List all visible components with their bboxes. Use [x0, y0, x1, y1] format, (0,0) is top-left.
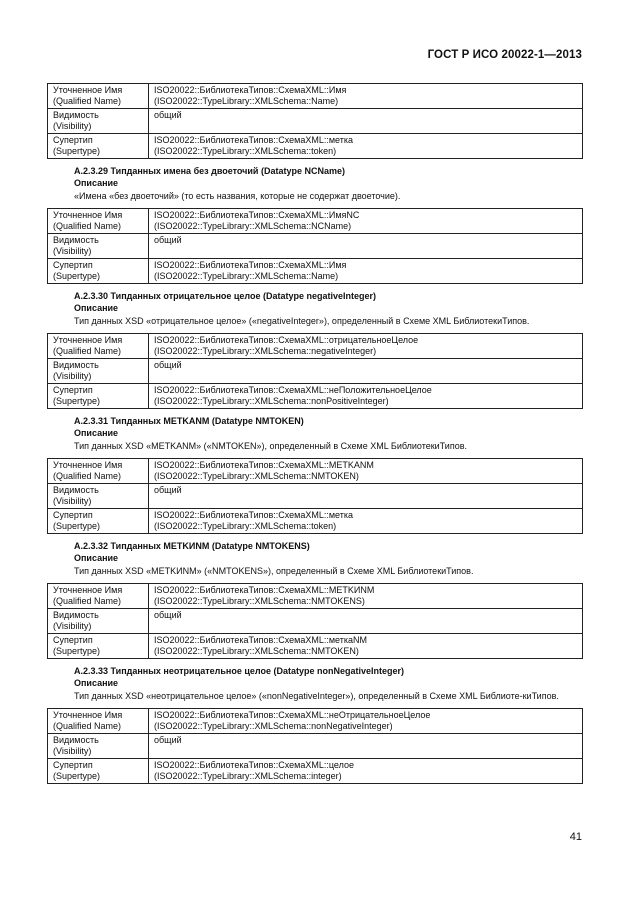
- label-cell: Видимость (Visibility): [48, 109, 149, 134]
- table-row: [48, 484, 583, 509]
- table-row: [48, 234, 583, 259]
- value-cell: ISO20022::БиблиотекаТипов::СхемаXML::меткаNM (ISO20022::TypeLibrary::XMLSchema::NMTOKEN): [149, 634, 583, 659]
- description-heading: Описание: [74, 178, 119, 188]
- description-heading: Описание: [74, 303, 119, 313]
- description-text: «Имена «без двоеточий» (то есть названия, которые не содержат двоеточие).: [74, 191, 401, 201]
- value-cell: ISO20022::БиблиотекаТипов::СхемаXML::неОтрицательноеЦелое (ISO20022::TypeLibrary::XMLSchema::nonNegativeInteger): [149, 709, 583, 734]
- section-title: A.2.3.31 Типданных METKANM (Datatype NMTOKEN): [74, 416, 304, 426]
- description-text: Тип данных XSD «неотрицательное целое» («nonNegativeInteger»), определенный в Схеме XML Библиоте-киТипов.: [74, 691, 559, 701]
- value-cell: ISO20022::БиблиотекаТипов::СхемаXML::Имя (ISO20022::TypeLibrary::XMLSchema::Name): [149, 259, 583, 284]
- table-row: [48, 609, 583, 634]
- label-cell: Супертип (Supertype): [48, 759, 149, 784]
- value-cell: ISO20022::БиблиотекаТипов::СхемаXML::ИмяNC (ISO20022::TypeLibrary::XMLSchema::NCName): [149, 209, 583, 234]
- value-cell: ISO20022::БиблиотекаТипов::СхемаXML::METKИNM (ISO20022::TypeLibrary::XMLSchema::NMTOKENS): [149, 584, 583, 609]
- value-cell: общий: [149, 109, 583, 134]
- property-table: [47, 208, 583, 284]
- section-title: A.2.3.33 Типданных неотрицательное целое (Datatype nonNegativeInteger): [74, 666, 404, 676]
- section-title: A.2.3.32 Типданных METKИNM (Datatype NMTOKENS): [74, 541, 310, 551]
- label-cell: Уточненное Имя (Qualified Name): [48, 209, 149, 234]
- label-cell: Видимость (Visibility): [48, 609, 149, 634]
- table-row: [48, 734, 583, 759]
- label-cell: Уточненное Имя (Qualified Name): [48, 584, 149, 609]
- table-row: [48, 509, 583, 534]
- value-cell: ISO20022::БиблиотекаТипов::СхемаXML::Имя (ISO20022::TypeLibrary::XMLSchema::Name): [149, 84, 583, 109]
- label-cell: Супертип (Supertype): [48, 509, 149, 534]
- value-cell: общий: [149, 609, 583, 634]
- page-content: [47, 83, 583, 784]
- value-cell: ISO20022::БиблиотекаТипов::СхемаXML::отрицательноеЦелое (ISO20022::TypeLibrary::XMLSchema::negativeInteger): [149, 334, 583, 359]
- label-cell: Видимость (Visibility): [48, 734, 149, 759]
- label-cell: Супертип (Supertype): [48, 634, 149, 659]
- value-cell: ISO20022::БиблиотекаТипов::СхемаXML::неПоложительноеЦелое (ISO20022::TypeLibrary::XMLSchema::nonPositiveInteger): [149, 384, 583, 409]
- value-cell: ISO20022::БиблиотекаТипов::СхемаXML::целое (ISO20022::TypeLibrary::XMLSchema::integer): [149, 759, 583, 784]
- label-cell: Супертип (Supertype): [48, 134, 149, 159]
- table-row: [48, 459, 583, 484]
- value-cell: общий: [149, 359, 583, 384]
- value-cell: общий: [149, 734, 583, 759]
- description-text: Тип данных XSD «отрицательное целое» («negativeInteger»), определенный в Схеме XML БиблиотекиТипов.: [74, 316, 530, 326]
- label-cell: Супертип (Supertype): [48, 384, 149, 409]
- label-cell: Уточненное Имя (Qualified Name): [48, 709, 149, 734]
- label-cell: Видимость (Visibility): [48, 234, 149, 259]
- section-title: A.2.3.29 Типданных имена без двоеточий (Datatype NCName): [74, 166, 345, 176]
- value-cell: общий: [149, 484, 583, 509]
- table-row: [48, 259, 583, 284]
- label-cell: Супертип (Supertype): [48, 259, 149, 284]
- value-cell: ISO20022::БиблиотекаТипов::СхемаXML::METKANM (ISO20022::TypeLibrary::XMLSchema::NMTOKEN): [149, 459, 583, 484]
- property-table: [47, 708, 583, 784]
- property-table: [47, 83, 583, 159]
- table-row: [48, 709, 583, 734]
- description-text: Тип данных XSD «METKANM» («NMTOKEN»), определенный в Схеме XML БиблиотекиТипов.: [74, 441, 467, 451]
- label-cell: Уточненное Имя (Qualified Name): [48, 334, 149, 359]
- label-cell: Уточненное Имя (Qualified Name): [48, 459, 149, 484]
- section-title: A.2.3.30 Типданных отрицательное целое (Datatype negativeInteger): [74, 291, 377, 301]
- table-row: [48, 634, 583, 659]
- table-row: [48, 359, 583, 384]
- description-text: Тип данных XSD «METKИNM» («NMTOKENS»), определенный в Схеме XML БиблиотекиТипов.: [74, 566, 474, 576]
- table-row: [48, 209, 583, 234]
- document-header: ГОСТ Р ИСО 20022-1—2013: [427, 49, 582, 61]
- property-table: [47, 458, 583, 534]
- table-row: [48, 759, 583, 784]
- table-row: [48, 334, 583, 359]
- label-cell: Уточненное Имя (Qualified Name): [48, 84, 149, 109]
- value-cell: ISO20022::БиблиотекаТипов::СхемаXML::метка (ISO20022::TypeLibrary::XMLSchema::token): [149, 134, 583, 159]
- table-row: [48, 134, 583, 159]
- table-row: [48, 84, 583, 109]
- property-table: [47, 333, 583, 409]
- page-number: 41: [569, 831, 582, 843]
- table-row: [48, 384, 583, 409]
- property-table: [47, 583, 583, 659]
- table-row: [48, 109, 583, 134]
- value-cell: ISO20022::БиблиотекаТипов::СхемаXML::метка (ISO20022::TypeLibrary::XMLSchema::token): [149, 509, 583, 534]
- description-heading: Описание: [74, 678, 119, 688]
- description-heading: Описание: [74, 428, 119, 438]
- label-cell: Видимость (Visibility): [48, 359, 149, 384]
- value-cell: общий: [149, 234, 583, 259]
- label-cell: Видимость (Visibility): [48, 484, 149, 509]
- description-heading: Описание: [74, 553, 119, 563]
- table-row: [48, 584, 583, 609]
